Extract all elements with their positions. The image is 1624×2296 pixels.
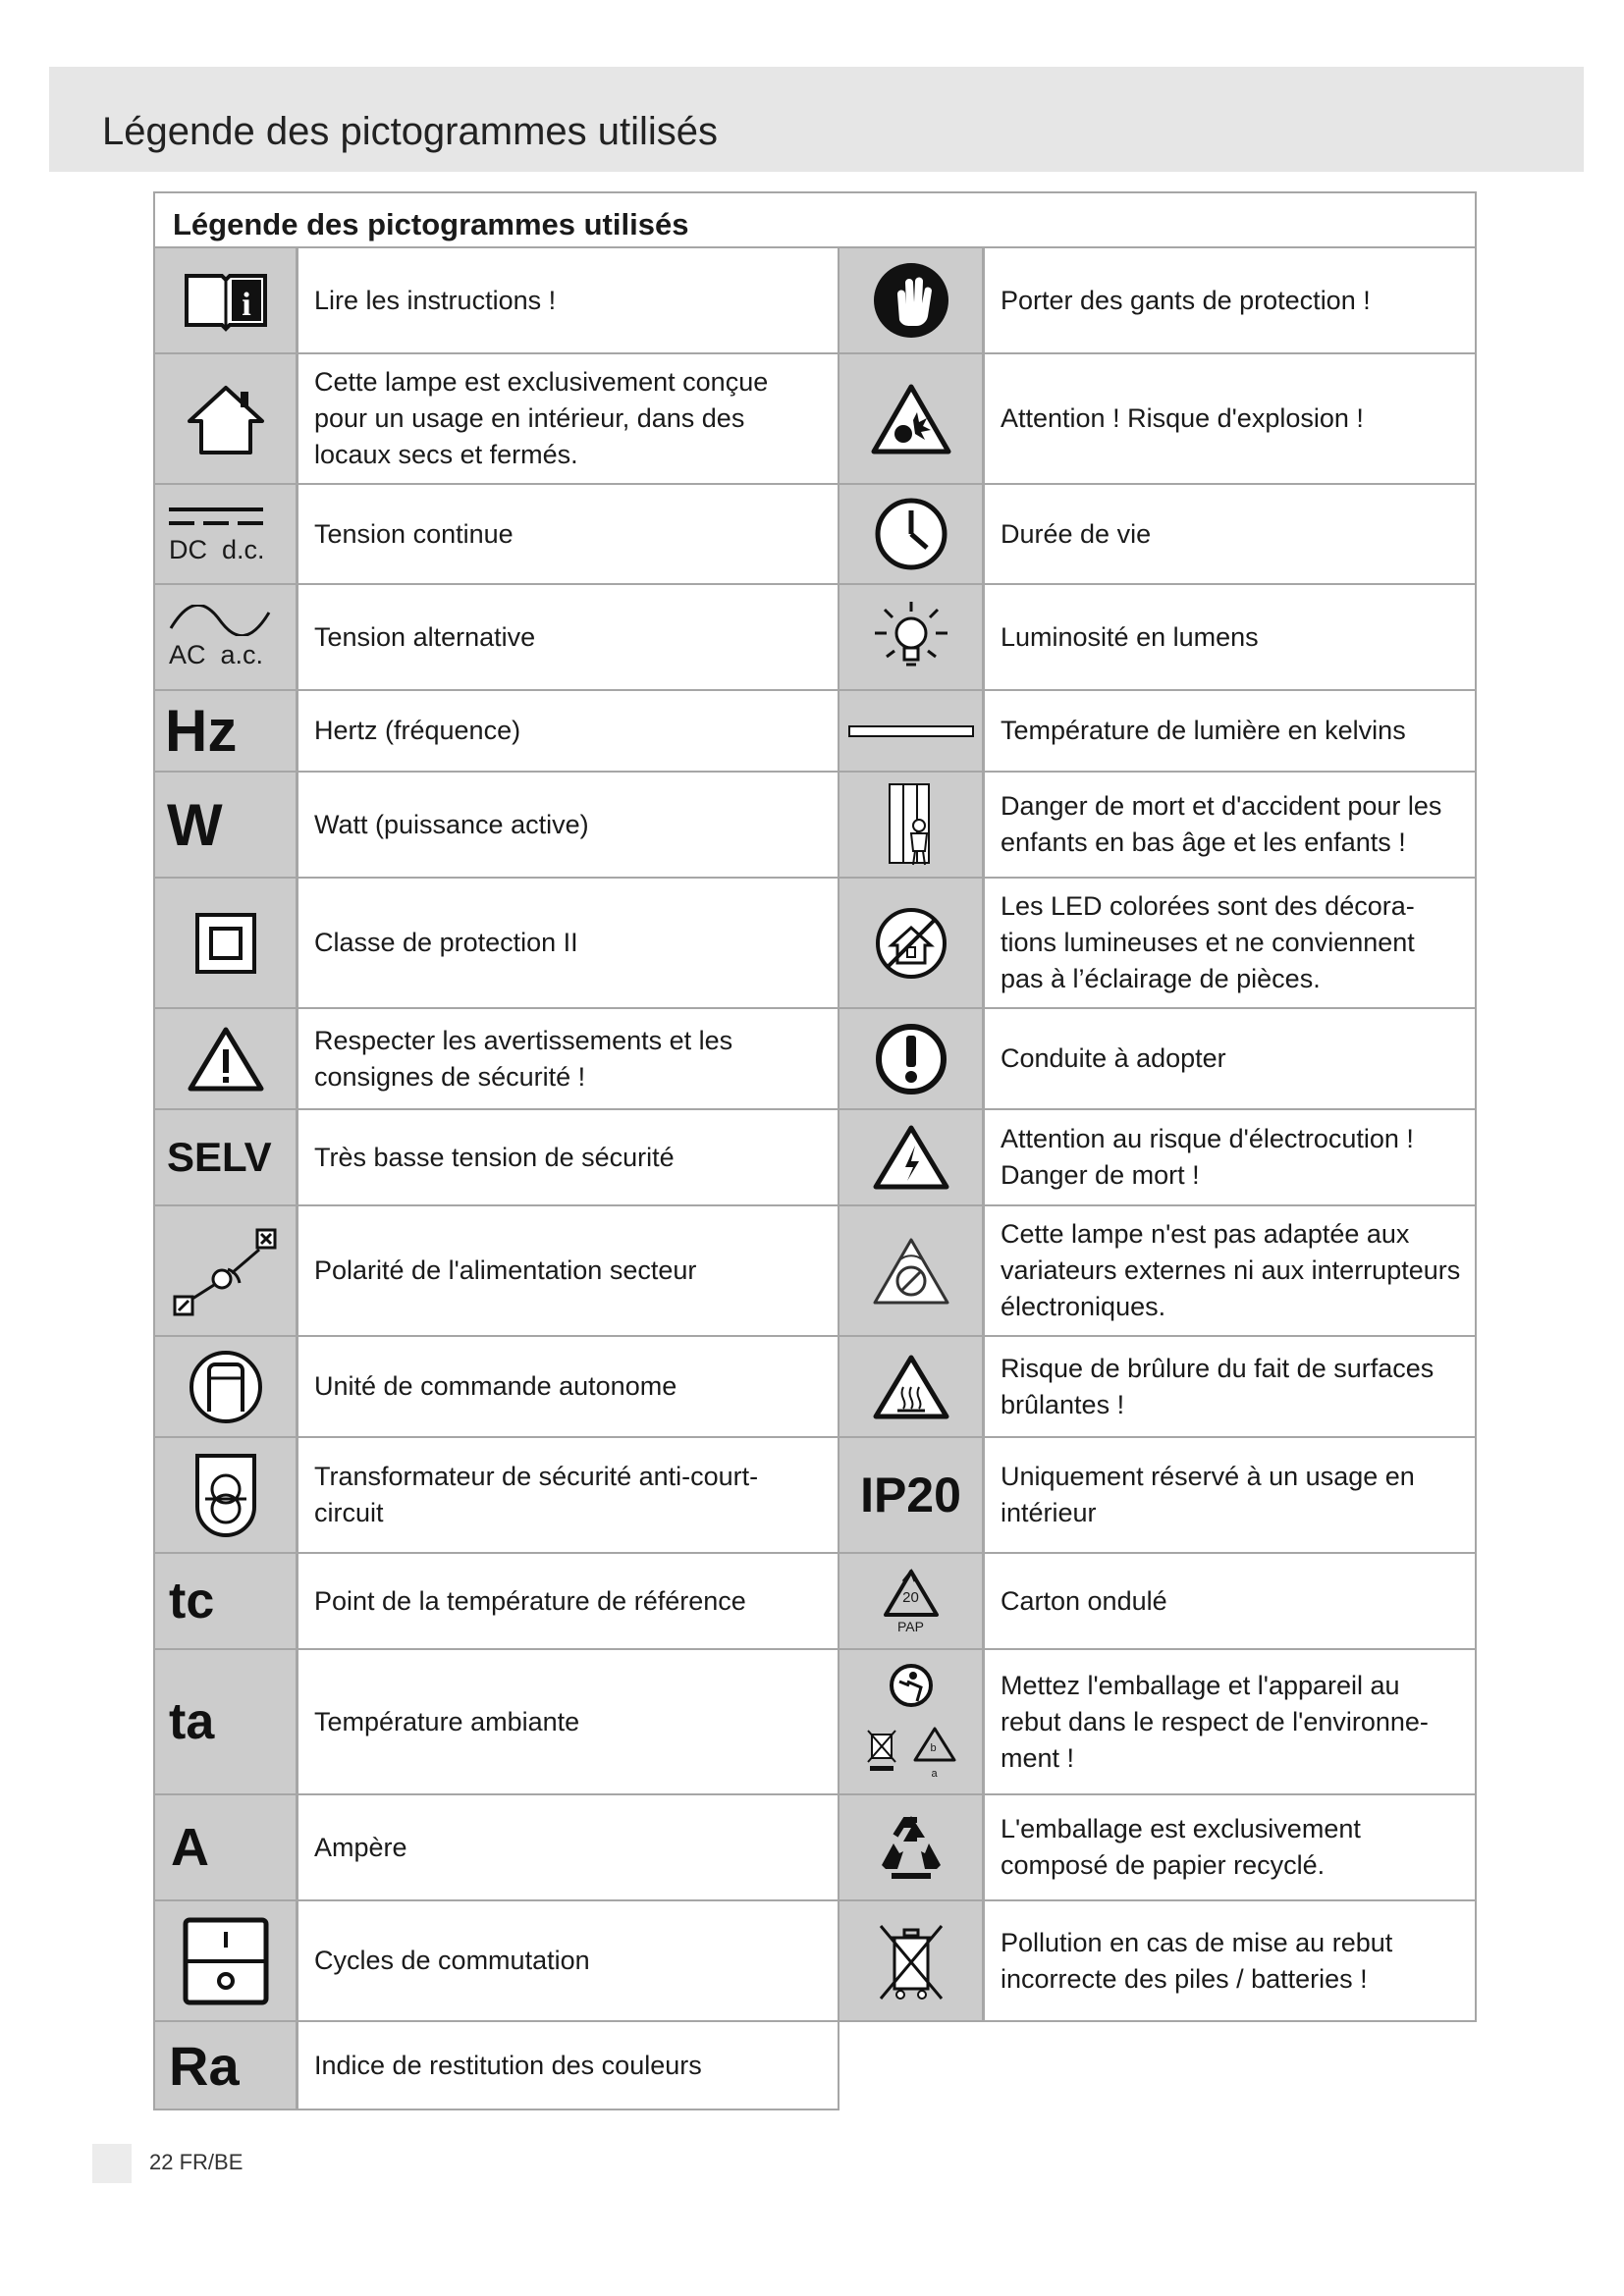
safety-transformer-icon [153, 1436, 298, 1554]
electric-shock-icon [838, 1108, 984, 1206]
legend-label: Très basse tension de sécurité [297, 1108, 839, 1206]
protective-gloves-icon [838, 246, 984, 354]
hot-surface-icon [838, 1335, 984, 1438]
environment-disposal-icon [838, 1648, 984, 1795]
no-dimmer-icon [838, 1204, 984, 1337]
battery-disposal-icon [838, 1899, 984, 2022]
hertz-icon: Hz [153, 689, 298, 773]
ip20-icon: IP20 [838, 1436, 984, 1554]
watt-icon: W [153, 771, 298, 879]
legend-title: Légende des pictogrammes utilisés [153, 191, 1477, 248]
legend-label: Cycles de commutation [297, 1899, 839, 2022]
color-temperature-icon [838, 689, 984, 773]
legend-label: Température de lumière en kelvins [983, 689, 1477, 773]
legend-label: Risque de brûlure du fait de surfaces brûlantes ! [983, 1335, 1477, 1438]
legend-label: Cette lampe n'est pas adaptée aux variateurs externes ni aux interrupteurs électroniques. [983, 1204, 1477, 1337]
mandatory-action-icon [838, 1007, 984, 1110]
legend-label: Danger de mort et d'accident pour les enfants en bas âge et les enfants ! [983, 771, 1477, 879]
warning-triangle-icon [153, 1007, 298, 1110]
luminosity-bulb-icon [838, 583, 984, 691]
legend-label: Tension continue [297, 483, 839, 585]
ampere-icon: A [153, 1793, 298, 1901]
direct-current-icon [153, 483, 298, 585]
ta-icon: ta [153, 1648, 298, 1795]
legend-label: Ampère [297, 1793, 839, 1901]
control-unit-icon [153, 1335, 298, 1438]
recycling-code-label: PAP [897, 1619, 924, 1634]
legend-label: Les LED colorées sont des décora- tions lumineuses et ne conviennent pas à l’éclairage de pièces. [983, 877, 1477, 1009]
polarity-icon [153, 1204, 298, 1337]
no-room-lighting-icon [838, 877, 984, 1009]
legend-table [153, 191, 1477, 2110]
legend-label: Polarité de l'alimentation secteur [297, 1204, 839, 1337]
tc-icon: tc [153, 1552, 298, 1650]
switching-cycles-icon [153, 1899, 298, 2022]
material-code-a: a [931, 1768, 938, 1780]
legend-label: Cette lampe est exclusivement conçue pour un usage en intérieur, dans des locaux secs et fermés. [297, 352, 839, 485]
page-number: 22 FR/BE [149, 2150, 244, 2174]
protection-class-ii-icon [153, 877, 298, 1009]
material-code-b: b [930, 1742, 937, 1754]
legend-label: Lire les instructions ! [297, 246, 839, 354]
indoor-house-icon [153, 352, 298, 485]
corrugated-cardboard-icon [838, 1552, 984, 1650]
locale-label: FR/BE [179, 2150, 244, 2174]
read-instructions-icon [153, 246, 298, 354]
ra-icon: Ra [153, 2020, 298, 2110]
legend-label: Uniquement réservé à un usage en intérieur [983, 1436, 1477, 1554]
footer-marker [92, 2144, 132, 2183]
legend-label: Mettez l'emballage et l'appareil au rebut dans le respect de l'environne- ment ! [983, 1648, 1477, 1795]
legend-label: Carton ondulé [983, 1552, 1477, 1650]
legend-label: Indice de restitution des couleurs [297, 2020, 839, 2110]
child-danger-icon [838, 771, 984, 879]
legend-label: Luminosité en lumens [983, 583, 1477, 691]
dc-glyph: DC d.c. [169, 534, 265, 564]
page-title: Légende des pictogrammes utilisés [102, 110, 719, 153]
recycling-code: 20 [902, 1589, 919, 1606]
legend-label: Classe de protection II [297, 877, 839, 1009]
legend-label: Température ambiante [297, 1648, 839, 1795]
legend-label: L'emballage est exclusivement composé de papier recyclé. [983, 1793, 1477, 1901]
explosion-risk-icon [838, 352, 984, 485]
legend-label: Porter des gants de protection ! [983, 246, 1477, 354]
legend-label: Watt (puissance active) [297, 771, 839, 879]
legend-label: Respecter les avertissements et les consignes de sécurité ! [297, 1007, 839, 1110]
lifetime-clock-icon [838, 483, 984, 585]
recycled-paper-icon [838, 1793, 984, 1901]
svg-text:i: i [241, 287, 251, 323]
legend-label: Tension alternative [297, 583, 839, 691]
legend-label: Transformateur de sécurité anti-court-circuit [297, 1436, 839, 1554]
legend-label: Attention au risque d'électrocution ! Danger de mort ! [983, 1108, 1477, 1206]
legend-label: Durée de vie [983, 483, 1477, 585]
legend-label: Point de la température de référence [297, 1552, 839, 1650]
legend-label: Conduite à adopter [983, 1007, 1477, 1110]
ac-glyph: AC a.c. [169, 639, 264, 669]
legend-label: Hertz (fréquence) [297, 689, 839, 773]
legend-label: Attention ! Risque d'explosion ! [983, 352, 1477, 485]
alternating-current-icon [153, 583, 298, 691]
legend-label: Pollution en cas de mise au rebut incorrecte des piles / batteries ! [983, 1899, 1477, 2022]
selv-icon: SELV [153, 1108, 298, 1206]
legend-label: Unité de commande autonome [297, 1335, 839, 1438]
